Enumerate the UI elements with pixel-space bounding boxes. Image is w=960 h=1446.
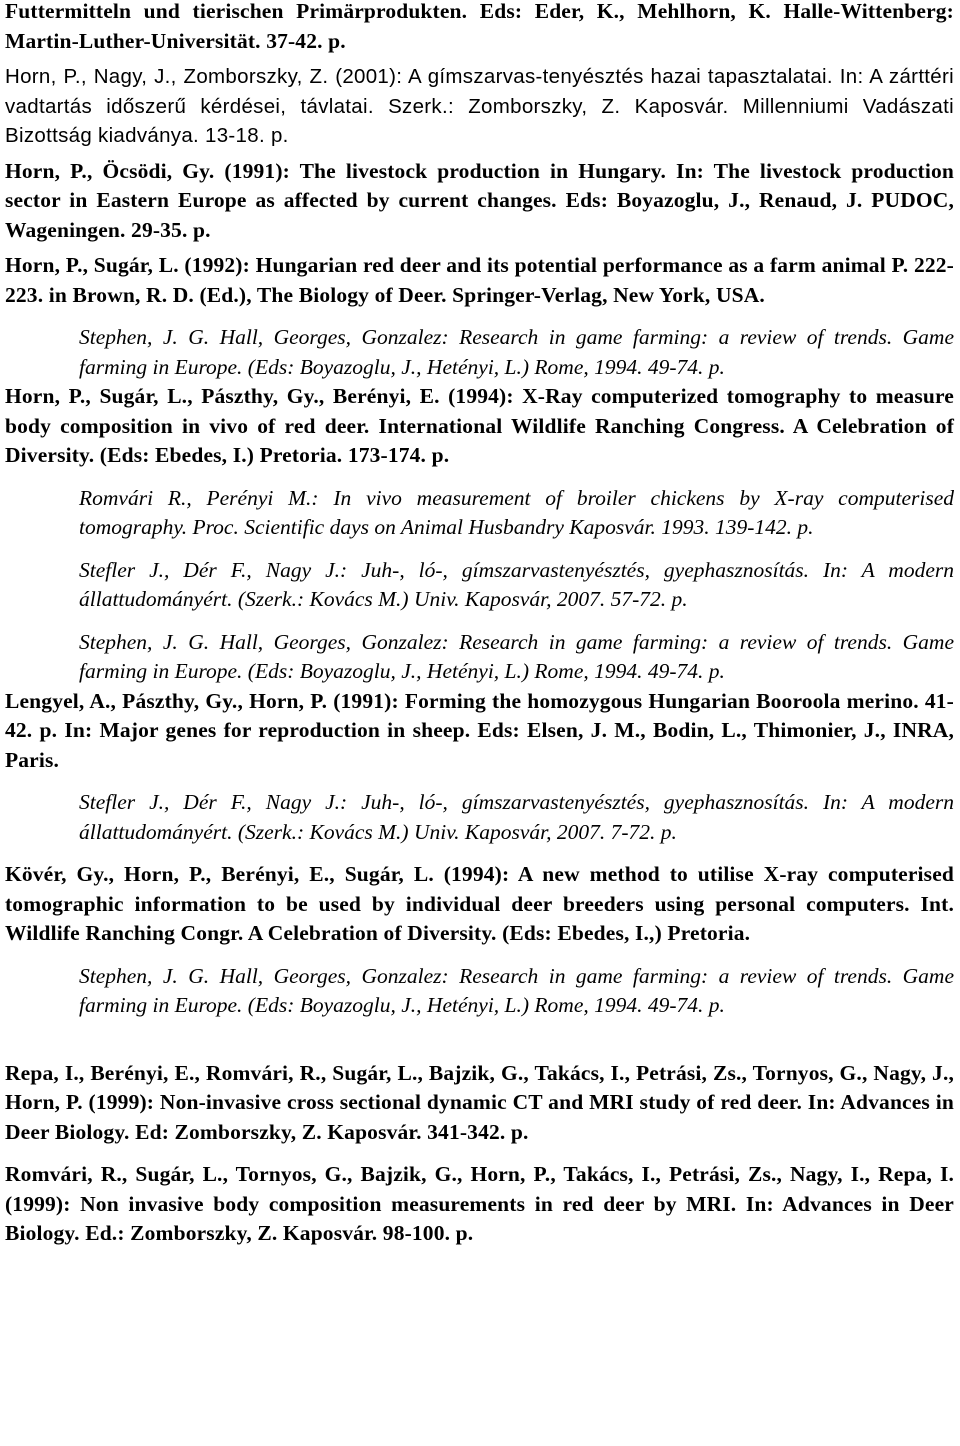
reference-authors: Stephen, J. G. Hall, (79, 325, 264, 349)
reference-text: In vivo measurement of broiler chickens by X-ray computerised tomography. Proc. Scientific days on Animal Husbandry Kaposvár. 1993. 139-142. p. (79, 485, 954, 539)
reference-entry: Horn, P., Sugár, L., Pászthy, Gy., Berényi, E. (1994): X-Ray computerized tomography to measure body composition in vivo of red deer. International Wildlife Ranching Congress. A Celebration of Diversity. (Eds: Ebedes, I.) Pretoria. 173-174. p. (5, 384, 954, 467)
reference-entry: Lengyel, A., Pászthy, Gy., Horn, P. (1991): Forming the homozygous Hungarian Booroola merino. 41-42. p. In: Major genes for reproduction in sheep. Eds: Elsen, J. M., Bodin, L., Thimonier, J., INRA, Paris. (5, 688, 954, 772)
reference-text: Georges, Gonzalez: Research in game farming: a review of trends. Game farming in Europe. (Eds: Boyazoglu, J., Hetényi, L.) Rome, 1994. 49-74. p. (79, 963, 954, 1017)
reference-authors: Stephen, J. G. Hall, (79, 629, 264, 654)
reference-text: Georges, Gonzalez: Research in game farming: a review of trends. Game farming in Europe. (Eds: Boyazoglu, J., Hetényi, L.) Rome, 1994. 49-74. p. (79, 325, 954, 379)
reference-entry: Romvári, R., Sugár, L., Tornyos, G., Bajzik, G., Horn, P., Takács, I., Petrási, Zs., Nagy, I., Repa, I. (1999): Non invasive body composition measurements in red deer by MRI. In: Advances in Deer Biology. Ed.: Zomborszky, Z. Kaposvár. 98-100. p. (5, 1162, 954, 1245)
reference-entry: Horn, P., Sugár, L. (1992): Hungarian red deer and its potential performance as a farm animal P. 222-223. in Brown, R. D. (Ed.), The Biology of Deer. Springer-Verlag, New York, USA. (5, 253, 954, 307)
reference-entry (0, 962, 960, 1021)
reference-authors: Stefler J., Dér F., Nagy J.: (79, 557, 348, 582)
reference-authors: Stefler J., Dér F., Nagy J.: (79, 790, 348, 814)
reference-text: Georges, Gonzalez: Research in game farming: a review of trends. Game farming in Europe. (Eds: Boyazoglu, J., Hetényi, L.) Rome, 1994. 49-74. p. (79, 629, 954, 683)
reference-entry (0, 484, 960, 543)
reference-authors: Romvári R., Perényi M.: (79, 485, 319, 510)
reference-entry (0, 628, 960, 687)
reference-entry (0, 788, 960, 847)
reference-authors: Stephen, J. G. Hall, (79, 963, 264, 988)
reference-entry: Horn, P., Nagy, J., Zomborszky, Z. (2001): A gímszarvas-tenyésztés hazai tapasztalatai. In: A zárttéri vadtartás időszerű kérdései, távlatai. Szerk.: Zomborszky, Z. Kaposvár. Millenniumi Vadászati Bizottság kiadványa. 13-18. p. (5, 65, 954, 147)
reference-text: Juh-, ló-, gímszarvastenyésztés, gyephasznosítás. In: A modern állattudományért. (Szerk.: Kovács M.) Univ. Kaposvár, 2007. 7-72. p. (79, 790, 954, 844)
reference-entry (0, 556, 960, 615)
reference-entry: Horn, P., Öcsödi, Gy. (1991): The livestock production in Hungary. In: The livestock production sector in Eastern Europe as affected by current changes. Eds: Boyazoglu, J., Renaud, J. PUDOC, Wageningen. 29-35. p. (5, 158, 954, 242)
reference-entry: Kövér, Gy., Horn, P., Berényi, E., Sugár, L. (1994): A new method to utilise X-ray computerised tomographic information to be used by individual deer breeders using personal computers. Int. Wildlife Ranching Congr. A Celebration of Diversity. (Eds: Ebedes, I.,) Pretoria. (5, 862, 954, 945)
reference-entry (0, 323, 960, 382)
reference-text: Juh-, ló-, gímszarvastenyésztés, gyephasznosítás. In: A modern állattudományért. (Szerk.: Kovács M.) Univ. Kaposvár, 2007. 57-72. p. (79, 557, 954, 611)
reference-entry: Futtermitteln und tierischen Primärprodukten. Eds: Eder, K., Mehlhorn, K. Halle-Wittenberg: Martin-Luther-Universität. 37-42. p. (5, 0, 954, 53)
reference-entry: Repa, I., Berényi, E., Romvári, R., Sugár, L., Bajzik, G., Takács, I., Petrási, Zs., Tornyos, G., Nagy, J., Horn, P. (1999): Non-invasive cross sectional dynamic CT and MRI study of red deer. In: Advances in Deer Biology. Ed: Zomborszky, Z. Kaposvár. 341-342. p. (5, 1060, 954, 1144)
